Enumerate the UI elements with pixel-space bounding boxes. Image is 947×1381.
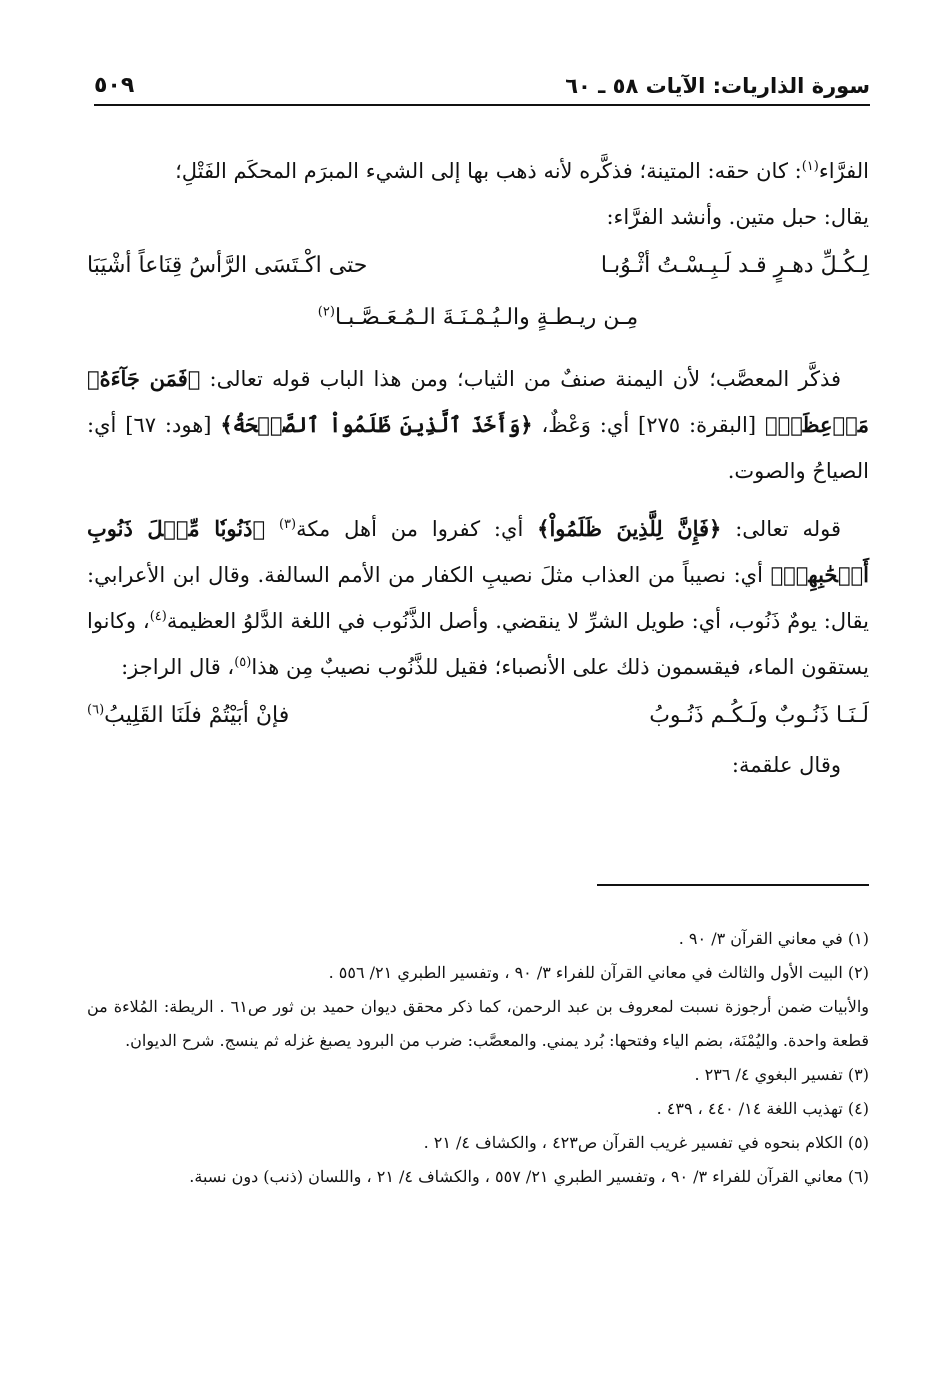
main-text	[87, 148, 869, 788]
quran-quote: ﴿ذَنُوبٗا مِّثۡلَ ذَنُوبِ أَصۡحَٰبِهِمۡ﴾	[87, 516, 869, 587]
footnote-ref-3: (٣)	[278, 517, 297, 532]
footnote-ref-6: (٦)	[87, 702, 105, 718]
verse-hemistich-left	[87, 690, 289, 742]
footnote: (٣) تفسير البغوي ٤/ ٢٣٦ .	[694, 1065, 869, 1084]
quran-quote: ﴿فَإِنَّ لِلَّذِينَ ظَلَمُواْ﴾	[537, 516, 722, 541]
text-segment: ، وكانوا يستقون الماء، فيقسمون ذلك على الأنصباء؛ فقيل للذَّنُوب نصيبٌ مِن هذا	[87, 609, 869, 679]
text-segment: قوله تعالى:	[721, 517, 842, 541]
spacer	[87, 344, 869, 356]
text-segment: الفرَّاء	[818, 159, 869, 183]
footnote: والأبيات ضمن أرجوزة نسبت لمعروف بن عبد الرحمن، كما ذكر محقق ديوان حميد بن ثور ص٦١ . الريطة: المُلاءة من قطعة واحدة. واليُمْنَة، بضم الياء وفتحها: بُرد يمني. والمعصَّب: ضرب من البرود يصبغ غزله ثم ينسج. شرح الديوان.	[87, 997, 869, 1050]
text-segment: أي: نصيباً من العذاب مثلَ نصيبِ الكفار من الأمم السالفة. وقال ابن الأعرابي: يقال: يومٌ ذَنُوب، أي: طويل الشرِّ لا ينقضي. وأصل الذَّنُوب في اللغة الدَّلوُ العظيمة	[87, 563, 869, 633]
paragraph-1	[87, 148, 869, 194]
poetry-verse-2	[87, 292, 869, 344]
quran-quote: ﴿وَأَخَذَ ٱلَّذِينَ ظَلَمُواْ ٱلصَّيۡحَةُ﴾	[220, 412, 533, 437]
footnote: (٢) البيت الأول والثالث في معاني القرآن للفراء ٣/ ٩٠ ، وتفسير الطبري ٢١/ ٥٥٦ .	[328, 963, 869, 982]
footnote: (١) في معاني القرآن ٣/ ٩٠ .	[678, 929, 869, 948]
spacer	[87, 494, 869, 506]
quran-quote: ﴿فَمَن جَآءَهُۥ مَوۡعِظَةٞ﴾	[87, 366, 869, 437]
footnote-separator	[597, 884, 869, 886]
verse-line: مِـن ريـطـةٍ والـيُـمْـنَـةَ الـمُـعَـصَّـبـا	[334, 305, 639, 330]
paragraph-5: وقال علقمة:	[731, 753, 841, 777]
text-segment	[265, 517, 279, 541]
poetry-verse-1	[87, 240, 869, 292]
text-segment: ، قال الراجز:	[121, 655, 235, 679]
verse-text: فإنْ أبَيْتُمْ فلَنَا القَلِيبُ	[104, 703, 290, 728]
verse-hemistich-right: لِـكُـلِّ دهـرٍ قـد لَـبِـسْـتُ أثْـوُبـا	[600, 253, 869, 278]
paragraph-2: يقال: حبل متين. وأنشد الفرَّاء:	[606, 205, 869, 229]
verse-hemistich-left: حتى اكْـتَسَى الرَّأسُ قِنَاعاً أشْيَبَا	[87, 253, 368, 278]
text-segment: [هود: ٦٧] أي: الصياحُ والصوت.	[87, 413, 869, 483]
paragraph-4	[87, 506, 869, 690]
text-segment: أي: كفروا من أهل مكة	[296, 517, 538, 541]
page-number: ٥٠٩	[94, 73, 135, 98]
running-header	[94, 66, 870, 106]
surah-title: سورة الذاريات: الآيات ٥٨ ـ ٦٠	[565, 74, 870, 98]
paragraph-3	[87, 356, 869, 494]
verse-hemistich-right: لَـنَـا ذَنُـوبٌ ولَـكُـم ذَنُـوبُ	[649, 703, 869, 728]
footnote-ref-2: (٢)	[317, 304, 335, 320]
footnote: (٥) الكلام بنحوه في تفسير غريب القرآن ص٤٢٣ ، والكشاف ٤/ ٢١ .	[423, 1133, 869, 1152]
text-segment: فذكَّر المعصَّب؛ لأن اليمنة صنفٌ من الثياب؛ ومن هذا الباب قوله تعالى:	[200, 367, 842, 391]
text-segment: [البقرة: ٢٧٥] أي: وَعْظٌ،	[532, 413, 765, 437]
footnote: (٤) تهذيب اللغة ١٤/ ٤٤٠ ، ٤٣٩ .	[656, 1099, 869, 1118]
footnote-ref-4: (٤)	[149, 609, 167, 624]
footnote: (٦) معاني القرآن للفراء ٣/ ٩٠ ، وتفسير الطبري ٢١/ ٥٥٧ ، والكشاف ٤/ ٢١ ، واللسان (ذنب) دون نسبة.	[189, 1167, 869, 1186]
poetry-verse-3	[87, 690, 869, 742]
footnote-ref-1: (١)	[801, 159, 819, 174]
text-segment: : كان حقه: المتينة؛ فذكَّره لأنه ذهب بها إلى الشيء المبرَم المحكَم الفَتْلِ؛	[175, 159, 802, 183]
footnote-ref-5: (٥)	[234, 655, 252, 670]
footnotes	[87, 922, 869, 1194]
